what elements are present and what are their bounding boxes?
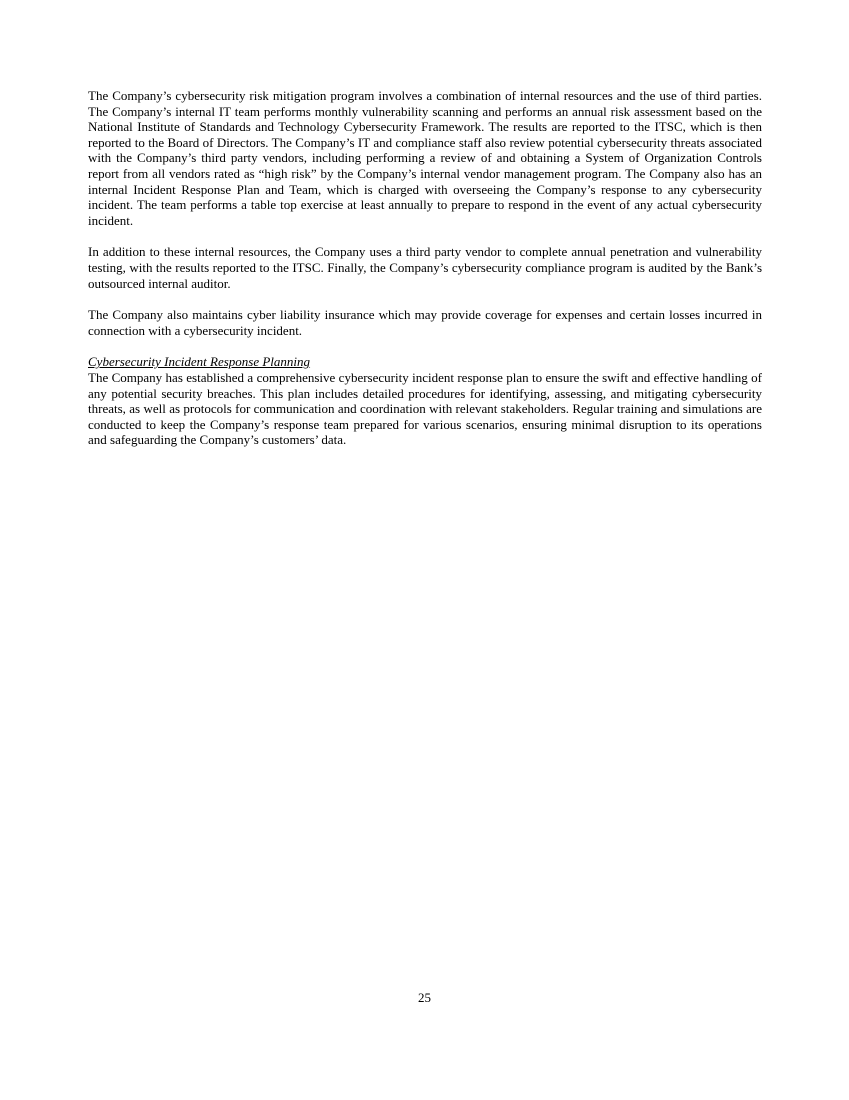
paragraph-third-party-testing: In addition to these internal resources, the Company uses a third party vendor to complete annual penetration and vulnerability testing, with the results reported to the ITSC. Finally, the Company’s cybersecurity compliance program is audited by the Bank’s outsourced internal auditor. <box>88 244 762 291</box>
paragraph-incident-response-plan: The Company has established a comprehensive cybersecurity incident response plan to ensure the swift and effective handling of any potential security breaches. This plan includes detailed procedures for identifying, assessing, and mitigating cybersecurity threats, as well as protocols for communication and coordination with relevant stakeholders. Regular training and simulations are conducted to keep the Company’s response team prepared for various scenarios, ensuring minimal disruption to its operations and safeguarding the Company’s customers’ data. <box>88 369 762 448</box>
paragraph-risk-mitigation-program: The Company’s cybersecurity risk mitigation program involves a combination of internal resources and the use of third parties. The Company’s internal IT team performs monthly vulnerability scanning and performs an annual risk assessment based on the National Institute of Standards and Technology Cybersecurity Framework. The results are reported to the ITSC, which is then reported to the Board of Directors. The Company’s IT and compliance staff also review potential cybersecurity threats associated with the Company’s third party vendors, including performing a review of and obtaining a System of Organization Controls report from all vendors rated as “high risk” by the Company’s internal vendor management program. The Company also has an internal Incident Response Plan and Team, which is charged with overseeing the Company’s response to any cybersecurity incident. The team performs a table top exercise at least annually to prepare to respond in the event of any actual cybersecurity incident. <box>88 88 762 228</box>
section-heading-incident-response-planning: Cybersecurity Incident Response Planning <box>88 354 311 370</box>
paragraph-cyber-liability-insurance: The Company also maintains cyber liability insurance which may provide coverage for expenses and certain losses incurred in connection with a cybersecurity incident. <box>88 307 762 338</box>
document-body <box>88 88 762 448</box>
page-number: 25 <box>418 990 431 1005</box>
